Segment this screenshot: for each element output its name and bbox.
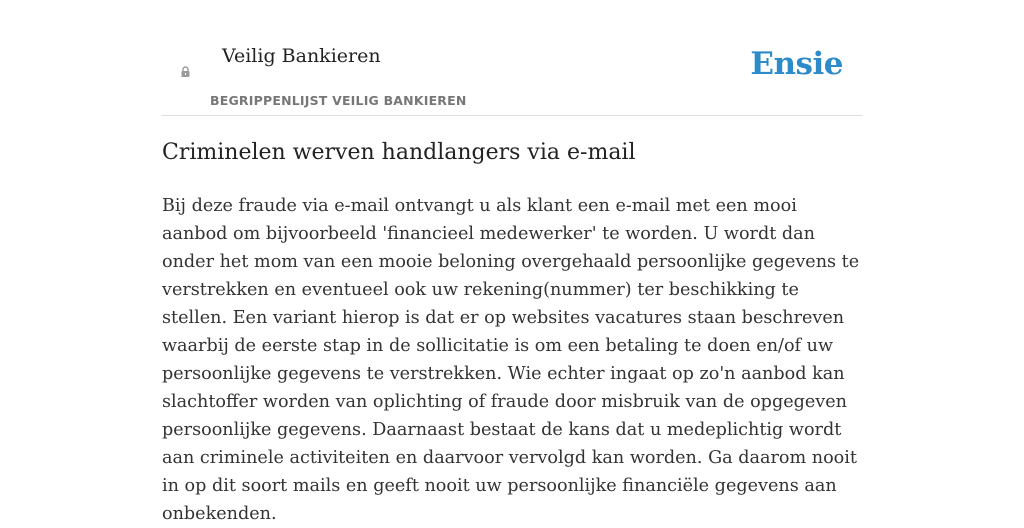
brand-logo[interactable]: Ensie <box>750 46 843 82</box>
page-header <box>162 0 862 116</box>
article-body: Bij deze fraude via e-mail ontvangt u als klant een e-mail met een mooi aanbod om bijvoorbeeld 'financieel medewerker' te worden. U wordt dan onder het mom van een mooie beloning overgehaald persoonlijke gegevens te verstrekken en eventueel ook uw rekening(nummer) ter beschikking te stellen. Een variant hierop is dat er op websites vacatures staan beschreven waarbij de eerste stap in de sollicitatie is om een betaling te doen en/of uw persoonlijke gegevens te verstrekken. Wie echter ingaat op zo'n aanbod kan slachtoffer worden van oplichting of fraude door misbruik van de opgegeven persoonlijke gegevens. Daarnaast bestaat de kans dat u medeplichtig wordt aan criminele activiteiten en daarvoor vervolgd kan worden. Ga daarom nooit in op dit soort mails en geeft nooit uw persoonlijke financiële gegevens aan onbekenden. <box>162 196 860 524</box>
site-title-link[interactable]: Veilig Bankieren <box>222 45 381 67</box>
lock-icon <box>179 66 191 78</box>
glossary-subtitle-link[interactable]: BEGRIPPENLIJST VEILIG BANKIEREN <box>210 93 467 108</box>
page-title: Criminelen werven handlangers via e-mail <box>162 140 636 165</box>
page-container <box>162 0 862 524</box>
